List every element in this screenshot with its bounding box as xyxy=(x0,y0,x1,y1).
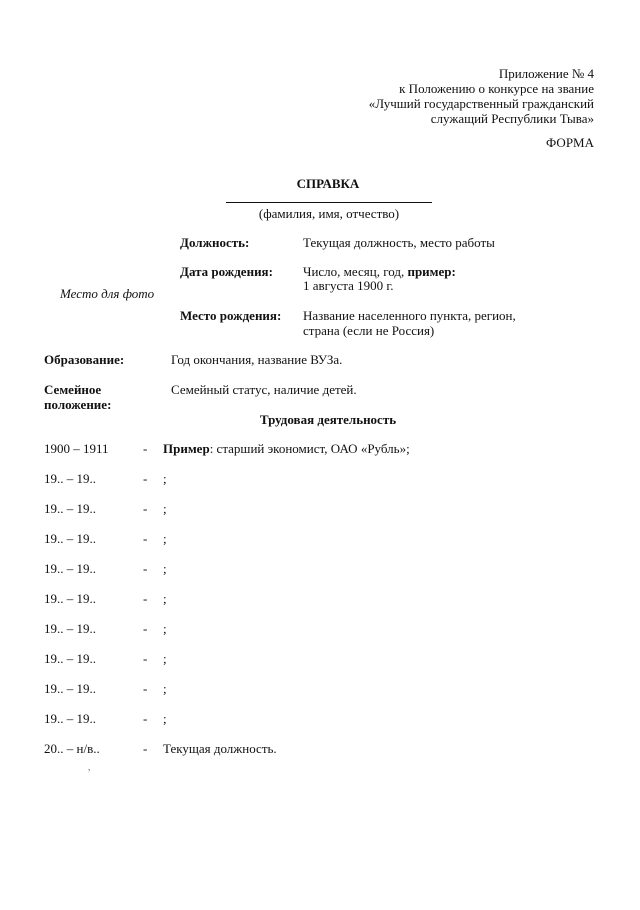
work-row-dash: - xyxy=(143,501,148,516)
work-row-period: 19.. – 19.. xyxy=(44,531,96,546)
appendix-line: служащий Республики Тыва» xyxy=(430,111,594,126)
work-row-description xyxy=(163,531,167,546)
work-row-text: : старший экономист, ОАО «Рубль»; xyxy=(209,441,410,456)
work-row-period: 19.. – 19.. xyxy=(44,621,96,636)
work-row-text: Текущая должность. xyxy=(163,741,277,756)
stray-mark: , xyxy=(88,762,91,772)
work-heading: Трудовая деятельность xyxy=(259,412,397,427)
family-label-line2: положение: xyxy=(44,397,112,412)
work-row-description xyxy=(163,441,410,456)
position-value: Текущая должность, место работы xyxy=(303,235,495,250)
work-row-description xyxy=(163,711,167,726)
work-row-description xyxy=(163,501,167,516)
work-row-period: 19.. – 19.. xyxy=(44,651,96,666)
birth-date-example-label: пример: xyxy=(407,264,456,279)
work-row-period: 19.. – 19.. xyxy=(44,471,96,486)
work-row-dash: - xyxy=(143,441,148,456)
birth-date-example: 1 августа 1900 г. xyxy=(303,278,394,293)
work-row-period: 19.. – 19.. xyxy=(44,501,96,516)
work-row-dash: - xyxy=(143,741,148,756)
work-row-period: 20.. – н/в.. xyxy=(44,741,100,756)
position-label: Должность: xyxy=(180,235,250,250)
work-row-period: 19.. – 19.. xyxy=(44,681,96,696)
appendix-line: «Лучший государственный гражданский xyxy=(368,96,594,111)
work-row-dash: - xyxy=(143,471,148,486)
birth-place-label: Место рождения: xyxy=(180,308,282,323)
family-value: Семейный статус, наличие детей. xyxy=(171,382,357,397)
work-row-description xyxy=(163,681,167,696)
work-row-description xyxy=(163,471,167,486)
work-row-text: ; xyxy=(163,651,167,666)
work-row-text: ; xyxy=(163,531,167,546)
fio-hint: (фамилия, имя, отчество) xyxy=(258,206,400,221)
work-row-period: 19.. – 19.. xyxy=(44,711,96,726)
work-row-text: ; xyxy=(163,711,167,726)
education-label: Образование: xyxy=(44,352,125,367)
appendix-block xyxy=(294,66,594,126)
photo-placeholder: Место для фото xyxy=(60,286,155,301)
education-value: Год окончания, название ВУЗа. xyxy=(171,352,343,367)
work-row-text: ; xyxy=(163,501,167,516)
work-row-description xyxy=(163,561,167,576)
work-row-text: ; xyxy=(163,591,167,606)
appendix-line: к Положению о конкурсе на звание xyxy=(399,81,594,96)
work-row-text: ; xyxy=(163,561,167,576)
birth-place-value-line2: страна (если не Россия) xyxy=(303,323,435,338)
work-row-description xyxy=(163,621,167,636)
birth-date-value xyxy=(303,264,456,279)
work-row-text: ; xyxy=(163,681,167,696)
document-title: СПРАВКА xyxy=(296,176,360,191)
family-label-line1: Семейное xyxy=(44,382,102,397)
work-row-text: ; xyxy=(163,621,167,636)
work-row-dash: - xyxy=(143,531,148,546)
birth-place-value-line1: Название населенного пункта, регион, xyxy=(303,308,516,323)
work-row-dash: - xyxy=(143,621,148,636)
work-row-description xyxy=(163,591,167,606)
work-row-period: 19.. – 19.. xyxy=(44,561,96,576)
work-row-description xyxy=(163,741,277,756)
birth-date-label: Дата рождения: xyxy=(180,264,273,279)
appendix-line: Приложение № 4 xyxy=(498,66,594,81)
form-label: ФОРМА xyxy=(546,135,594,150)
work-row-period: 1900 – 1911 xyxy=(44,441,109,456)
fio-underline xyxy=(226,202,432,203)
work-row-dash: - xyxy=(143,681,148,696)
work-row-dash: - xyxy=(143,651,148,666)
work-row-period: 19.. – 19.. xyxy=(44,591,96,606)
work-row-description xyxy=(163,651,167,666)
work-row-example-label: Пример xyxy=(163,441,210,456)
work-row-dash: - xyxy=(143,561,148,576)
birth-date-hint: Число, месяц, год, xyxy=(303,264,405,279)
work-row-dash: - xyxy=(143,711,148,726)
work-row-dash: - xyxy=(143,591,148,606)
work-row-text: ; xyxy=(163,471,167,486)
